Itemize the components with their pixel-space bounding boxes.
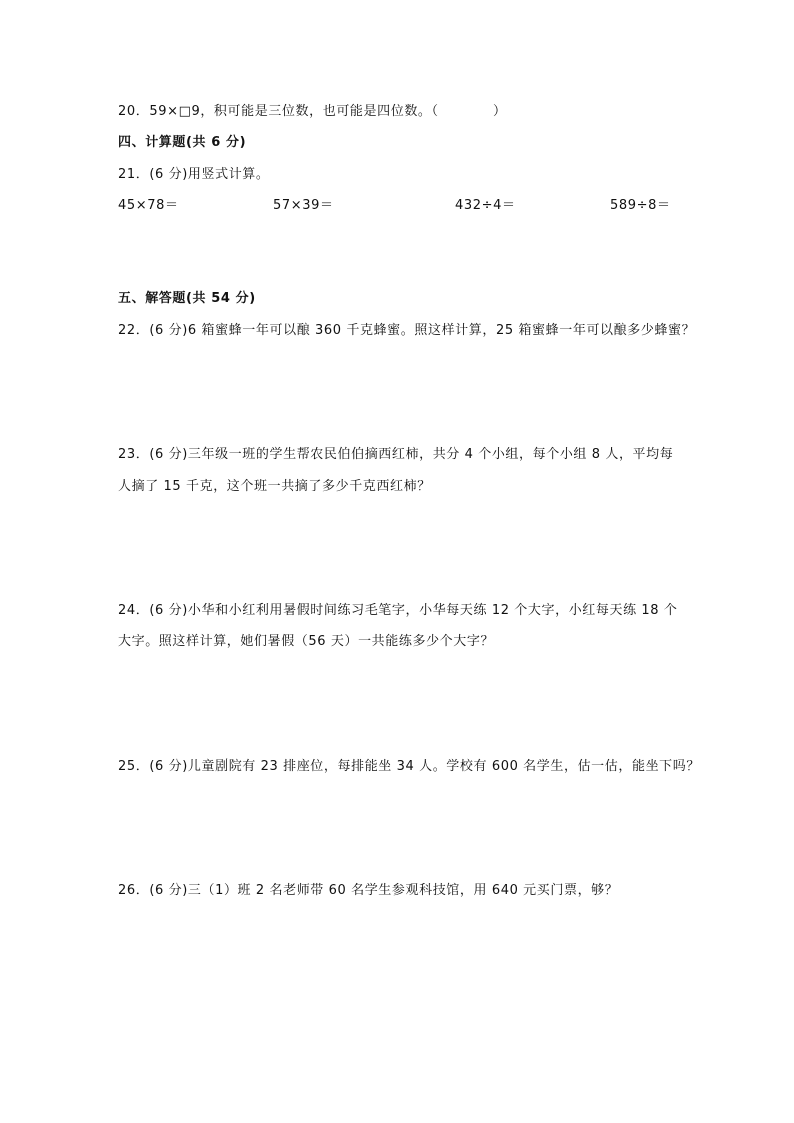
section-5-heading: 五、解答题(共 54 分) xyxy=(118,291,256,306)
calc-problem-4: 589÷8＝ xyxy=(610,198,671,213)
question-23-line-2: 人摘了 15 千克，这个班一共摘了多少千克西红柿？ xyxy=(118,479,431,494)
question-22: 22．(6 分)6 箱蜜蜂一年可以酿 360 千克蜂蜜。照这样计算，25 箱蜜蜂一年可以酿多少蜂蜜？ xyxy=(118,323,696,338)
question-24-line-1: 24．(6 分)小华和小红利用暑假时间练习毛笔字，小华每天练 12 个大字，小红每天练 18 个 xyxy=(118,603,678,618)
calc-problem-3: 432÷4＝ xyxy=(455,198,516,213)
question-20: 20．59×□9，积可能是三位数，也可能是四位数。（ ） xyxy=(118,104,507,119)
calc-problem-2: 57×39＝ xyxy=(273,198,334,213)
calc-problem-1: 45×78＝ xyxy=(118,198,179,213)
question-24-line-2: 大字。照这样计算，她们暑假（56 天）一共能练多少个大字？ xyxy=(118,634,495,649)
section-4-heading: 四、计算题(共 6 分) xyxy=(118,135,247,150)
question-21: 21．(6 分)用竖式计算。 xyxy=(118,167,270,182)
question-26: 26．(6 分)三（1）班 2 名老师带 60 名学生参观科技馆，用 640 元买门票，够？ xyxy=(118,883,619,898)
question-25: 25．(6 分)儿童剧院有 23 排座位，每排能坐 34 人。学校有 600 名学生，估一估，能坐下吗？ xyxy=(118,759,700,774)
question-23-line-1: 23．(6 分)三年级一班的学生帮农民伯伯摘西红柿，共分 4 个小组，每个小组 8 人，平均每 xyxy=(118,447,674,462)
